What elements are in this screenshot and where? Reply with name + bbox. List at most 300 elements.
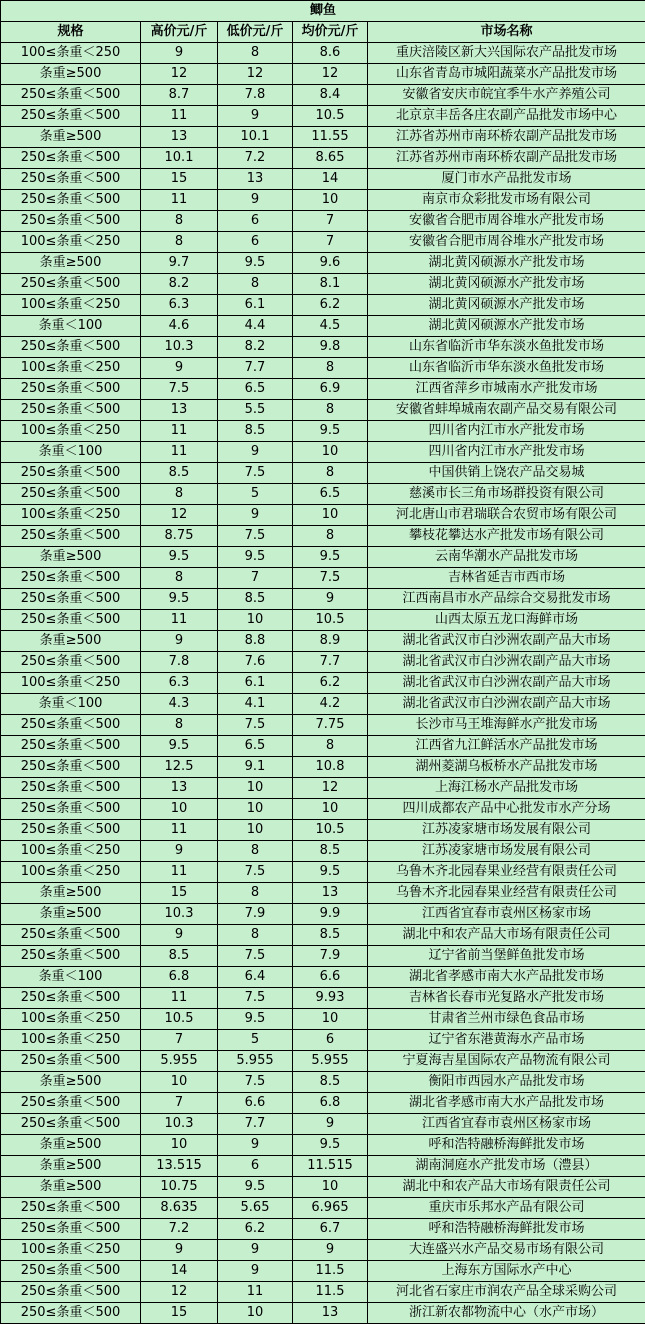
cell-avg-price: 6.965 <box>293 1198 368 1219</box>
cell-market-name: 上海江杨水产品批发市场 <box>368 778 645 799</box>
cell-high-price: 8.2 <box>141 274 218 295</box>
cell-low-price: 7.5 <box>218 715 293 736</box>
cell-high-price: 11 <box>141 190 218 211</box>
cell-low-price: 6.1 <box>218 295 293 316</box>
cell-market-name: 山西太原五龙口海鲜市场 <box>368 610 645 631</box>
cell-high-price: 10.1 <box>141 148 218 169</box>
cell-market-name: 山东省临沂市华东淡水鱼批发市场 <box>368 337 645 358</box>
table-row <box>1 337 645 358</box>
cell-spec: 100≤条重＜250 <box>1 358 141 379</box>
cell-low-price: 7.5 <box>218 463 293 484</box>
cell-spec: 250≤条重＜500 <box>1 337 141 358</box>
table-row <box>1 316 645 337</box>
cell-avg-price: 6.5 <box>293 484 368 505</box>
table-row <box>1 778 645 799</box>
cell-high-price: 9.5 <box>141 589 218 610</box>
cell-avg-price: 7.75 <box>293 715 368 736</box>
table-row <box>1 421 645 442</box>
cell-market-name: 呼和浩特融桥海鲜批发市场 <box>368 1135 645 1156</box>
cell-low-price: 7.6 <box>218 652 293 673</box>
cell-low-price: 9.1 <box>218 757 293 778</box>
cell-market-name: 重庆市乐邦水产品有限公司 <box>368 1198 645 1219</box>
cell-spec: 100≤条重＜250 <box>1 1009 141 1030</box>
cell-low-price: 7.9 <box>218 904 293 925</box>
cell-high-price: 10.3 <box>141 904 218 925</box>
cell-avg-price: 10.5 <box>293 820 368 841</box>
cell-avg-price: 10.5 <box>293 610 368 631</box>
cell-avg-price: 10 <box>293 1177 368 1198</box>
table-row <box>1 190 645 211</box>
cell-avg-price: 8 <box>293 400 368 421</box>
cell-spec: 100≤条重＜250 <box>1 1240 141 1261</box>
cell-market-name: 江苏省苏州市南环桥农副产品批发市场 <box>368 148 645 169</box>
cell-spec: 250≤条重＜500 <box>1 1198 141 1219</box>
cell-spec: 250≤条重＜500 <box>1 1093 141 1114</box>
cell-high-price: 12 <box>141 64 218 85</box>
cell-spec: 条重≥500 <box>1 883 141 904</box>
cell-market-name: 安徽省蚌埠城南农副产品交易有限公司 <box>368 400 645 421</box>
cell-high-price: 9.7 <box>141 253 218 274</box>
cell-low-price: 8 <box>218 841 293 862</box>
table-row <box>1 526 645 547</box>
cell-market-name: 山东省青岛市城阳蔬菜水产品批发市场 <box>368 64 645 85</box>
cell-avg-price: 10.5 <box>293 106 368 127</box>
cell-market-name: 湖北省武汉市白沙洲农副产品大市场 <box>368 631 645 652</box>
cell-spec: 条重≥500 <box>1 64 141 85</box>
cell-high-price: 8 <box>141 568 218 589</box>
cell-low-price: 9 <box>218 1261 293 1282</box>
cell-avg-price: 11.5 <box>293 1261 368 1282</box>
cell-low-price: 10 <box>218 610 293 631</box>
cell-market-name: 宁夏海吉星国际农产品物流有限公司 <box>368 1051 645 1072</box>
title-row <box>1 1 645 22</box>
cell-market-name: 甘肃省兰州市绿色食品市场 <box>368 1009 645 1030</box>
cell-market-name: 湖北黄冈硕源水产批发市场 <box>368 316 645 337</box>
cell-avg-price: 13 <box>293 1303 368 1324</box>
cell-low-price: 7.2 <box>218 148 293 169</box>
cell-avg-price: 8.5 <box>293 841 368 862</box>
cell-high-price: 8 <box>141 232 218 253</box>
cell-low-price: 6.5 <box>218 736 293 757</box>
table-row <box>1 736 645 757</box>
cell-avg-price: 10 <box>293 442 368 463</box>
table-row <box>1 715 645 736</box>
cell-market-name: 湖北黄冈硕源水产批发市场 <box>368 295 645 316</box>
cell-low-price: 8.2 <box>218 337 293 358</box>
cell-spec: 250≤条重＜500 <box>1 1114 141 1135</box>
table-row <box>1 757 645 778</box>
cell-market-name: 安徽省安庆市皖宜季牛水产养殖公司 <box>368 85 645 106</box>
cell-market-name: 安徽省合肥市周谷堆水产批发市场 <box>368 211 645 232</box>
cell-avg-price: 8.5 <box>293 1072 368 1093</box>
table-row <box>1 967 645 988</box>
cell-high-price: 8 <box>141 211 218 232</box>
cell-avg-price: 9.93 <box>293 988 368 1009</box>
cell-market-name: 辽宁省东港黄海水产品市场 <box>368 1030 645 1051</box>
cell-avg-price: 10 <box>293 1009 368 1030</box>
cell-low-price: 6 <box>218 211 293 232</box>
cell-low-price: 6.4 <box>218 967 293 988</box>
cell-high-price: 9 <box>141 358 218 379</box>
cell-spec: 250≤条重＜500 <box>1 988 141 1009</box>
cell-spec: 250≤条重＜500 <box>1 484 141 505</box>
cell-market-name: 湖北省武汉市白沙洲农副产品大市场 <box>368 673 645 694</box>
table-row <box>1 1219 645 1240</box>
cell-avg-price: 8 <box>293 358 368 379</box>
cell-high-price: 8.75 <box>141 526 218 547</box>
cell-spec: 100≤条重＜250 <box>1 1030 141 1051</box>
cell-spec: 条重≥500 <box>1 127 141 148</box>
cell-low-price: 9 <box>218 1135 293 1156</box>
table-title: 鲫鱼 <box>1 1 645 22</box>
cell-avg-price: 7.5 <box>293 568 368 589</box>
table-row <box>1 1156 645 1177</box>
cell-market-name: 慈溪市长三角市场群投资有限公司 <box>368 484 645 505</box>
cell-avg-price: 11.5 <box>293 1282 368 1303</box>
cell-avg-price: 6.9 <box>293 379 368 400</box>
table-row <box>1 1030 645 1051</box>
cell-market-name: 乌鲁木齐北园春果业经营有限责任公司 <box>368 862 645 883</box>
cell-spec: 250≤条重＜500 <box>1 946 141 967</box>
cell-avg-price: 6.2 <box>293 673 368 694</box>
cell-avg-price: 6 <box>293 1030 368 1051</box>
table-row <box>1 631 645 652</box>
cell-avg-price: 6.8 <box>293 1093 368 1114</box>
cell-high-price: 6.3 <box>141 295 218 316</box>
cell-market-name: 湖州菱湖乌板桥水产品批发市场 <box>368 757 645 778</box>
cell-high-price: 12 <box>141 505 218 526</box>
cell-avg-price: 7 <box>293 211 368 232</box>
table-row <box>1 127 645 148</box>
cell-avg-price: 9 <box>293 1114 368 1135</box>
cell-high-price: 6.3 <box>141 673 218 694</box>
cell-market-name: 江西省九江鲜活水产品批发市场 <box>368 736 645 757</box>
table-row <box>1 442 645 463</box>
table-row <box>1 169 645 190</box>
cell-low-price: 6.2 <box>218 1219 293 1240</box>
cell-avg-price: 7.9 <box>293 946 368 967</box>
cell-market-name: 湖北省武汉市白沙洲农副产品大市场 <box>368 694 645 715</box>
cell-high-price: 7.2 <box>141 1219 218 1240</box>
cell-low-price: 8 <box>218 274 293 295</box>
cell-high-price: 8 <box>141 484 218 505</box>
cell-avg-price: 8 <box>293 736 368 757</box>
header-low-price: 低价元/斤 <box>218 22 293 43</box>
cell-spec: 条重＜100 <box>1 694 141 715</box>
cell-spec: 250≤条重＜500 <box>1 274 141 295</box>
cell-market-name: 长沙市马王堆海鲜水产批发市场 <box>368 715 645 736</box>
table-row <box>1 1051 645 1072</box>
cell-low-price: 10 <box>218 1303 293 1324</box>
cell-market-name: 江西省萍乡市城南水产批发市场 <box>368 379 645 400</box>
cell-market-name: 江西省宜春市袁州区杨家市场 <box>368 1114 645 1135</box>
cell-low-price: 11 <box>218 1282 293 1303</box>
cell-spec: 250≤条重＜500 <box>1 799 141 820</box>
table-row <box>1 379 645 400</box>
cell-high-price: 9.5 <box>141 547 218 568</box>
cell-spec: 条重≥500 <box>1 631 141 652</box>
cell-spec: 250≤条重＜500 <box>1 1282 141 1303</box>
table-row <box>1 1282 645 1303</box>
cell-spec: 250≤条重＜500 <box>1 400 141 421</box>
cell-high-price: 13 <box>141 778 218 799</box>
cell-avg-price: 8.1 <box>293 274 368 295</box>
header-market-name: 市场名称 <box>368 22 645 43</box>
cell-low-price: 10 <box>218 820 293 841</box>
cell-spec: 250≤条重＜500 <box>1 148 141 169</box>
table-row <box>1 1114 645 1135</box>
cell-high-price: 8 <box>141 715 218 736</box>
cell-low-price: 9 <box>218 190 293 211</box>
cell-market-name: 厦门市水产品批发市场 <box>368 169 645 190</box>
cell-low-price: 5.955 <box>218 1051 293 1072</box>
cell-high-price: 11 <box>141 610 218 631</box>
table-row <box>1 232 645 253</box>
cell-avg-price: 8 <box>293 526 368 547</box>
cell-avg-price: 9.5 <box>293 421 368 442</box>
cell-high-price: 10.3 <box>141 337 218 358</box>
cell-market-name: 云南华潮水产品批发市场 <box>368 547 645 568</box>
cell-low-price: 6 <box>218 1156 293 1177</box>
cell-high-price: 9 <box>141 631 218 652</box>
cell-avg-price: 7 <box>293 232 368 253</box>
cell-market-name: 上海东方国际水产中心 <box>368 1261 645 1282</box>
cell-spec: 250≤条重＜500 <box>1 715 141 736</box>
header-high-price: 高价元/斤 <box>141 22 218 43</box>
cell-market-name: 湖北中和农产品大市场有限责任公司 <box>368 925 645 946</box>
table-row <box>1 568 645 589</box>
cell-avg-price: 9.9 <box>293 904 368 925</box>
cell-market-name: 河北唐山市君瑞联合农贸市场有限公司 <box>368 505 645 526</box>
table-row <box>1 211 645 232</box>
table-row <box>1 799 645 820</box>
cell-avg-price: 9.8 <box>293 337 368 358</box>
cell-low-price: 7.7 <box>218 1114 293 1135</box>
cell-spec: 250≤条重＜500 <box>1 1219 141 1240</box>
cell-high-price: 11 <box>141 988 218 1009</box>
cell-market-name: 乌鲁木齐北园春果业经营有限责任公司 <box>368 883 645 904</box>
cell-spec: 250≤条重＜500 <box>1 925 141 946</box>
cell-high-price: 11 <box>141 820 218 841</box>
cell-market-name: 湖北省孝感市南大水产品批发市场 <box>368 1093 645 1114</box>
cell-low-price: 8.8 <box>218 631 293 652</box>
table-row <box>1 43 645 64</box>
table-row <box>1 484 645 505</box>
cell-high-price: 8.5 <box>141 463 218 484</box>
cell-low-price: 8.5 <box>218 421 293 442</box>
cell-spec: 250≤条重＜500 <box>1 379 141 400</box>
table-row <box>1 1135 645 1156</box>
table-row <box>1 610 645 631</box>
cell-high-price: 13 <box>141 127 218 148</box>
cell-avg-price: 4.2 <box>293 694 368 715</box>
cell-market-name: 四川省内江市水产批发市场 <box>368 421 645 442</box>
table-row <box>1 862 645 883</box>
cell-avg-price: 9.5 <box>293 547 368 568</box>
table-row <box>1 841 645 862</box>
cell-spec: 100≤条重＜250 <box>1 421 141 442</box>
cell-low-price: 12 <box>218 64 293 85</box>
table-row <box>1 1093 645 1114</box>
cell-avg-price: 8.4 <box>293 85 368 106</box>
cell-spec: 条重＜100 <box>1 316 141 337</box>
cell-spec: 100≤条重＜250 <box>1 232 141 253</box>
table-row <box>1 1009 645 1030</box>
table-row <box>1 148 645 169</box>
cell-market-name: 重庆涪陵区新大兴国际农产品批发市场 <box>368 43 645 64</box>
cell-market-name: 湖南洞庭水产批发市场（澧县） <box>368 1156 645 1177</box>
cell-high-price: 9.5 <box>141 736 218 757</box>
cell-high-price: 14 <box>141 1261 218 1282</box>
cell-low-price: 10.1 <box>218 127 293 148</box>
cell-high-price: 7 <box>141 1030 218 1051</box>
cell-spec: 250≤条重＜500 <box>1 463 141 484</box>
table-row <box>1 106 645 127</box>
cell-avg-price: 11.55 <box>293 127 368 148</box>
table-row <box>1 85 645 106</box>
cell-low-price: 9 <box>218 106 293 127</box>
cell-spec: 250≤条重＜500 <box>1 568 141 589</box>
cell-market-name: 河北省石家庄市润农产品全球采购公司 <box>368 1282 645 1303</box>
cell-low-price: 7 <box>218 568 293 589</box>
cell-high-price: 10 <box>141 1072 218 1093</box>
cell-spec: 100≤条重＜250 <box>1 841 141 862</box>
cell-low-price: 4.1 <box>218 694 293 715</box>
cell-spec: 250≤条重＜500 <box>1 757 141 778</box>
cell-high-price: 11 <box>141 442 218 463</box>
table-row <box>1 64 645 85</box>
cell-high-price: 15 <box>141 883 218 904</box>
cell-low-price: 9.5 <box>218 1009 293 1030</box>
cell-low-price: 7.7 <box>218 358 293 379</box>
cell-avg-price: 8 <box>293 463 368 484</box>
cell-avg-price: 8.6 <box>293 43 368 64</box>
cell-spec: 250≤条重＜500 <box>1 169 141 190</box>
cell-market-name: 呼和浩特融桥海鲜批发市场 <box>368 1219 645 1240</box>
cell-market-name: 山东省临沂市华东淡水鱼批发市场 <box>368 358 645 379</box>
cell-spec: 250≤条重＜500 <box>1 652 141 673</box>
cell-avg-price: 10 <box>293 505 368 526</box>
cell-avg-price: 9 <box>293 1240 368 1261</box>
cell-low-price: 6.6 <box>218 1093 293 1114</box>
cell-avg-price: 9.6 <box>293 253 368 274</box>
table-body <box>1 43 645 1324</box>
cell-low-price: 8 <box>218 925 293 946</box>
table-row <box>1 505 645 526</box>
cell-spec: 100≤条重＜250 <box>1 673 141 694</box>
cell-low-price: 7.5 <box>218 862 293 883</box>
table-row <box>1 547 645 568</box>
cell-avg-price: 13 <box>293 883 368 904</box>
cell-spec: 250≤条重＜500 <box>1 820 141 841</box>
table-row <box>1 295 645 316</box>
cell-high-price: 9 <box>141 43 218 64</box>
table-row <box>1 883 645 904</box>
cell-low-price: 6.5 <box>218 379 293 400</box>
cell-spec: 100≤条重＜250 <box>1 43 141 64</box>
cell-avg-price: 7.7 <box>293 652 368 673</box>
table-row <box>1 673 645 694</box>
cell-avg-price: 9 <box>293 589 368 610</box>
cell-low-price: 10 <box>218 799 293 820</box>
cell-high-price: 13.515 <box>141 1156 218 1177</box>
cell-low-price: 8.5 <box>218 589 293 610</box>
cell-spec: 条重≥500 <box>1 253 141 274</box>
cell-avg-price: 9.5 <box>293 862 368 883</box>
cell-avg-price: 6.2 <box>293 295 368 316</box>
cell-market-name: 江苏凌家塘市场发展有限公司 <box>368 820 645 841</box>
cell-high-price: 12 <box>141 1282 218 1303</box>
cell-high-price: 7.5 <box>141 379 218 400</box>
cell-low-price: 7.5 <box>218 526 293 547</box>
cell-high-price: 15 <box>141 1303 218 1324</box>
table-row <box>1 1198 645 1219</box>
table-row <box>1 274 645 295</box>
cell-low-price: 9.5 <box>218 1177 293 1198</box>
cell-low-price: 7.8 <box>218 85 293 106</box>
cell-low-price: 4.4 <box>218 316 293 337</box>
cell-market-name: 湖北黄冈硕源水产批发市场 <box>368 274 645 295</box>
cell-high-price: 8.5 <box>141 946 218 967</box>
cell-avg-price: 10.8 <box>293 757 368 778</box>
cell-spec: 100≤条重＜250 <box>1 295 141 316</box>
cell-spec: 250≤条重＜500 <box>1 1303 141 1324</box>
cell-spec: 250≤条重＜500 <box>1 589 141 610</box>
cell-low-price: 7.5 <box>218 946 293 967</box>
cell-spec: 250≤条重＜500 <box>1 1051 141 1072</box>
cell-market-name: 江西省宜春市袁州区杨家市场 <box>368 904 645 925</box>
cell-high-price: 9 <box>141 841 218 862</box>
cell-avg-price: 5.955 <box>293 1051 368 1072</box>
cell-spec: 条重＜100 <box>1 442 141 463</box>
cell-spec: 250≤条重＜500 <box>1 610 141 631</box>
cell-high-price: 15 <box>141 169 218 190</box>
cell-high-price: 8.635 <box>141 1198 218 1219</box>
cell-market-name: 湖北省孝感市南大水产品批发市场 <box>368 967 645 988</box>
cell-high-price: 12.5 <box>141 757 218 778</box>
cell-market-name: 吉林省延吉市西市场 <box>368 568 645 589</box>
cell-high-price: 8.7 <box>141 85 218 106</box>
cell-spec: 250≤条重＜500 <box>1 190 141 211</box>
cell-avg-price: 12 <box>293 778 368 799</box>
table-row <box>1 1177 645 1198</box>
cell-spec: 250≤条重＜500 <box>1 526 141 547</box>
cell-high-price: 10 <box>141 1135 218 1156</box>
cell-avg-price: 14 <box>293 169 368 190</box>
cell-avg-price: 10 <box>293 190 368 211</box>
cell-low-price: 8 <box>218 43 293 64</box>
table-row <box>1 589 645 610</box>
table-row <box>1 904 645 925</box>
cell-low-price: 5.5 <box>218 400 293 421</box>
table-row <box>1 652 645 673</box>
table-row <box>1 946 645 967</box>
cell-high-price: 9 <box>141 1240 218 1261</box>
cell-avg-price: 11.515 <box>293 1156 368 1177</box>
cell-market-name: 湖北中和农产品大市场有限责任公司 <box>368 1177 645 1198</box>
table-row <box>1 358 645 379</box>
cell-high-price: 11 <box>141 862 218 883</box>
cell-avg-price: 12 <box>293 64 368 85</box>
cell-spec: 条重≥500 <box>1 547 141 568</box>
cell-high-price: 10 <box>141 799 218 820</box>
cell-market-name: 攀枝花攀达水产批发市场有限公司 <box>368 526 645 547</box>
cell-avg-price: 8.5 <box>293 925 368 946</box>
cell-low-price: 9.5 <box>218 547 293 568</box>
cell-high-price: 9 <box>141 925 218 946</box>
cell-high-price: 11 <box>141 106 218 127</box>
cell-avg-price: 10 <box>293 799 368 820</box>
